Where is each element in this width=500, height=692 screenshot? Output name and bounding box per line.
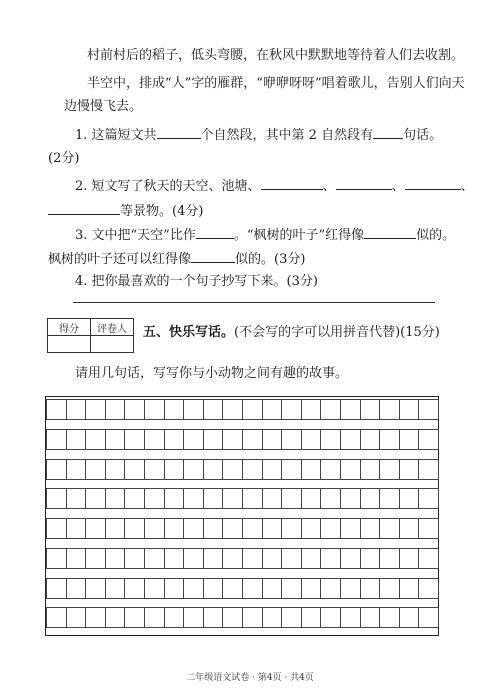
grid-cell[interactable] — [183, 548, 204, 569]
grid-cell[interactable] — [183, 488, 204, 509]
grid-cell[interactable] — [85, 459, 106, 480]
q3-blank-2[interactable] — [364, 226, 416, 239]
question-4: 4. 把你最喜欢的一个句子抄写下来。(3分) — [75, 274, 318, 289]
grid-cell[interactable] — [66, 578, 87, 599]
grid-cell[interactable] — [66, 429, 87, 450]
grid-cell[interactable] — [222, 459, 243, 480]
grid-cell[interactable] — [399, 429, 420, 450]
score-cell[interactable] — [48, 336, 91, 353]
grid-cell[interactable] — [144, 578, 165, 599]
grid-cell[interactable] — [379, 607, 400, 628]
grid-cell[interactable] — [85, 488, 106, 509]
grid-cell[interactable] — [203, 429, 224, 450]
grid-cell[interactable] — [183, 607, 204, 628]
grid-cell[interactable] — [262, 518, 283, 539]
grid-cell[interactable] — [418, 548, 439, 569]
q3-text-e: 似的。(3分) — [235, 252, 306, 267]
grid-cell[interactable] — [105, 488, 126, 509]
grid-cell[interactable] — [164, 459, 185, 480]
grid-cell[interactable] — [46, 578, 67, 599]
grid-cell[interactable] — [262, 399, 283, 420]
grid-cell[interactable] — [203, 548, 224, 569]
grid-cell[interactable] — [164, 399, 185, 420]
grid-cell[interactable] — [399, 607, 420, 628]
section-5-title — [143, 325, 440, 341]
grid-cell[interactable] — [105, 578, 126, 599]
grid-cell[interactable] — [281, 488, 302, 509]
passage-line-3: 边慢慢飞去。 — [64, 99, 143, 114]
grid-cell[interactable] — [242, 518, 263, 539]
grid-cell[interactable] — [66, 607, 87, 628]
grid-cell[interactable] — [301, 488, 322, 509]
grid-cell[interactable] — [360, 607, 381, 628]
q3-text-b: 。“枫树的叶子”红得像 — [233, 228, 365, 243]
grid-cell[interactable] — [418, 399, 439, 420]
grid-cell[interactable] — [242, 459, 263, 480]
grid-cell[interactable] — [242, 399, 263, 420]
grid-cell[interactable] — [301, 578, 322, 599]
grid-cell[interactable] — [164, 578, 185, 599]
grid-cell[interactable] — [320, 399, 341, 420]
q2-text-d: 等景物。(4分) — [120, 204, 204, 219]
grid-cell[interactable] — [124, 548, 145, 569]
grid-cell[interactable] — [320, 578, 341, 599]
grid-cell[interactable] — [105, 429, 126, 450]
grid-cell[interactable] — [85, 607, 106, 628]
q1-text-c: 句话。 — [403, 128, 443, 143]
grader-cell[interactable] — [91, 336, 134, 353]
grid-cell[interactable] — [360, 488, 381, 509]
grid-cell[interactable] — [144, 488, 165, 509]
grid-cell[interactable] — [379, 518, 400, 539]
grid-cell[interactable] — [418, 607, 439, 628]
grid-cell[interactable] — [144, 607, 165, 628]
grid-cell[interactable] — [203, 459, 224, 480]
grid-cell[interactable] — [262, 578, 283, 599]
grid-cell[interactable] — [418, 578, 439, 599]
grid-cell[interactable] — [66, 459, 87, 480]
q1-blank-1[interactable] — [157, 126, 201, 139]
grid-cell[interactable] — [144, 399, 165, 420]
grid-cell[interactable] — [203, 518, 224, 539]
grid-cell[interactable] — [46, 399, 67, 420]
grid-cell[interactable] — [301, 548, 322, 569]
grid-cell[interactable] — [124, 607, 145, 628]
grid-cell[interactable] — [242, 429, 263, 450]
grid-cell[interactable] — [46, 459, 67, 480]
grid-cell[interactable] — [46, 548, 67, 569]
grid-cell[interactable] — [222, 607, 243, 628]
grid-cell[interactable] — [320, 518, 341, 539]
grid-cell[interactable] — [360, 578, 381, 599]
q2-blank-3[interactable] — [405, 177, 461, 190]
grid-cell[interactable] — [164, 518, 185, 539]
question-2-cont — [48, 202, 203, 220]
section-5-heading: 五、快乐写话。 — [143, 325, 235, 340]
grid-cell[interactable] — [262, 548, 283, 569]
grid-cell[interactable] — [222, 429, 243, 450]
grid-cell[interactable] — [105, 548, 126, 569]
grid-cell[interactable] — [85, 548, 106, 569]
grid-cell[interactable] — [320, 459, 341, 480]
passage-line-2: 半空中，排成“人”字的雁群，“咿咿呀呀”唱着歌儿，告别人们向天 — [87, 76, 465, 91]
grid-cell[interactable] — [85, 518, 106, 539]
grid-cell[interactable] — [124, 399, 145, 420]
question-3 — [75, 226, 455, 244]
grid-cell[interactable] — [379, 429, 400, 450]
q2-blank-2[interactable] — [336, 177, 392, 190]
grid-cell[interactable] — [144, 429, 165, 450]
grid-cell[interactable] — [144, 548, 165, 569]
grid-cell[interactable] — [183, 518, 204, 539]
grid-cell[interactable] — [418, 459, 439, 480]
grid-cell[interactable] — [360, 429, 381, 450]
grid-cell[interactable] — [281, 548, 302, 569]
q2-blank-4[interactable] — [48, 202, 120, 215]
grid-cell[interactable] — [164, 548, 185, 569]
grid-cell[interactable] — [320, 607, 341, 628]
grid-cell[interactable] — [399, 399, 420, 420]
grid-cell[interactable] — [124, 518, 145, 539]
grid-cell[interactable] — [262, 459, 283, 480]
question-2 — [75, 177, 474, 195]
q4-answer-line[interactable] — [73, 302, 435, 303]
grid-cell[interactable] — [379, 459, 400, 480]
grid-cell[interactable] — [242, 548, 263, 569]
grid-cell[interactable] — [203, 578, 224, 599]
grid-cell[interactable] — [164, 488, 185, 509]
grid-cell[interactable] — [164, 429, 185, 450]
grid-cell[interactable] — [360, 518, 381, 539]
grid-cell[interactable] — [301, 429, 322, 450]
page-footer: 二年级语文试卷 · 第4页 · 共4页 — [186, 673, 314, 683]
grid-cell[interactable] — [379, 399, 400, 420]
writing-grid[interactable] — [45, 396, 439, 636]
grid-cell[interactable] — [281, 399, 302, 420]
grid-cell[interactable] — [379, 488, 400, 509]
q1-text-a: 1. 这篇短文共 — [75, 128, 157, 143]
grid-cell[interactable] — [320, 488, 341, 509]
q2-sep-2: 、 — [391, 179, 405, 194]
grid-cell[interactable] — [242, 488, 263, 509]
grid-cell[interactable] — [183, 429, 204, 450]
grid-cell[interactable] — [124, 488, 145, 509]
grid-cell[interactable] — [46, 518, 67, 539]
grid-cell[interactable] — [399, 578, 420, 599]
grid-cell[interactable] — [281, 518, 302, 539]
grid-cell[interactable] — [281, 429, 302, 450]
q1-blank-2[interactable] — [373, 126, 403, 139]
grid-cell[interactable] — [124, 578, 145, 599]
q3-blank-1[interactable] — [196, 226, 234, 239]
score-header: 得分 — [48, 319, 91, 336]
grid-cell[interactable] — [46, 488, 67, 509]
q3-text-a: 3. 文中把“天空”比作 — [75, 228, 196, 243]
grid-cell[interactable] — [301, 399, 322, 420]
grid-cell[interactable] — [222, 548, 243, 569]
grid-cell[interactable] — [340, 429, 361, 450]
question-3-cont — [48, 250, 305, 268]
grid-cell[interactable] — [124, 429, 145, 450]
section-5-note: (不会写的字可以用拼音代替)(15分) — [234, 325, 440, 340]
q2-text-a: 2. 短文写了秋天的天空、池塘、 — [75, 179, 261, 194]
grid-cell[interactable] — [301, 459, 322, 480]
grid-cell[interactable] — [85, 429, 106, 450]
grid-cell[interactable] — [66, 399, 87, 420]
grid-cell[interactable] — [399, 488, 420, 509]
grid-cell[interactable] — [281, 459, 302, 480]
grid-cell[interactable] — [203, 607, 224, 628]
grid-cell[interactable] — [262, 488, 283, 509]
grid-cell[interactable] — [66, 518, 87, 539]
q1-text-b: 个自然段，其中第 2 自然段有 — [200, 128, 374, 143]
grid-cell[interactable] — [340, 548, 361, 569]
grid-cell[interactable] — [222, 399, 243, 420]
grader-header: 评卷人 — [91, 319, 134, 336]
q3-text-c: 似的。 — [416, 228, 456, 243]
grid-cell[interactable] — [105, 399, 126, 420]
grid-cell[interactable] — [262, 607, 283, 628]
grid-cell[interactable] — [281, 607, 302, 628]
grid-cell[interactable] — [222, 518, 243, 539]
grid-cell[interactable] — [320, 429, 341, 450]
grid-cell[interactable] — [242, 607, 263, 628]
grid-cell[interactable] — [124, 459, 145, 480]
question-1 — [75, 126, 442, 144]
grid-cell[interactable] — [46, 607, 67, 628]
grid-cell[interactable] — [340, 607, 361, 628]
grid-cell[interactable] — [222, 488, 243, 509]
grid-cell[interactable] — [399, 459, 420, 480]
grid-cell[interactable] — [105, 459, 126, 480]
grid-cell[interactable] — [340, 518, 361, 539]
grid-cell[interactable] — [46, 429, 67, 450]
grid-cell[interactable] — [418, 429, 439, 450]
grid-cell[interactable] — [105, 607, 126, 628]
grid-cell[interactable] — [418, 518, 439, 539]
grid-cell[interactable] — [360, 459, 381, 480]
grid-cell[interactable] — [183, 578, 204, 599]
grid-cell[interactable] — [66, 488, 87, 509]
grid-cell[interactable] — [301, 607, 322, 628]
grid-cell[interactable] — [340, 399, 361, 420]
writing-prompt: 请用几句话，写写你与小动物之间有趣的故事。 — [75, 366, 349, 381]
grid-cell[interactable] — [340, 488, 361, 509]
grid-cell[interactable] — [379, 578, 400, 599]
grid-cell[interactable] — [144, 459, 165, 480]
grid-cell[interactable] — [183, 459, 204, 480]
q3-blank-3[interactable] — [191, 250, 235, 263]
grid-cell[interactable] — [222, 578, 243, 599]
grid-cell[interactable] — [399, 518, 420, 539]
score-table — [47, 318, 134, 353]
grid-cell[interactable] — [360, 399, 381, 420]
grid-cell[interactable] — [203, 488, 224, 509]
grid-cell[interactable] — [85, 578, 106, 599]
grid-cell[interactable] — [242, 578, 263, 599]
grid-cell[interactable] — [399, 548, 420, 569]
q2-sep-3: 、 — [460, 179, 474, 194]
grid-cell[interactable] — [203, 399, 224, 420]
q1-score: (2分) — [48, 151, 80, 166]
grid-cell[interactable] — [340, 459, 361, 480]
passage-line-1: 村前村后的稻子，低头弯腰，在秋风中默默地等待着人们去收割。 — [87, 48, 465, 63]
grid-cell[interactable] — [320, 548, 341, 569]
q3-text-d: 枫树的叶子还可以红得像 — [48, 252, 192, 267]
q2-sep-1: 、 — [322, 179, 336, 194]
grid-cell[interactable] — [340, 578, 361, 599]
q2-blank-1[interactable] — [261, 177, 323, 190]
grid-cell[interactable] — [105, 518, 126, 539]
grid-cell[interactable] — [301, 518, 322, 539]
grid-cell[interactable] — [164, 607, 185, 628]
grid-cell[interactable] — [183, 399, 204, 420]
grid-cell[interactable] — [360, 548, 381, 569]
grid-cell[interactable] — [379, 548, 400, 569]
grid-cell[interactable] — [281, 578, 302, 599]
grid-cell[interactable] — [144, 518, 165, 539]
grid-cell[interactable] — [262, 429, 283, 450]
grid-cell[interactable] — [66, 548, 87, 569]
grid-cell[interactable] — [85, 399, 106, 420]
grid-cell[interactable] — [418, 488, 439, 509]
